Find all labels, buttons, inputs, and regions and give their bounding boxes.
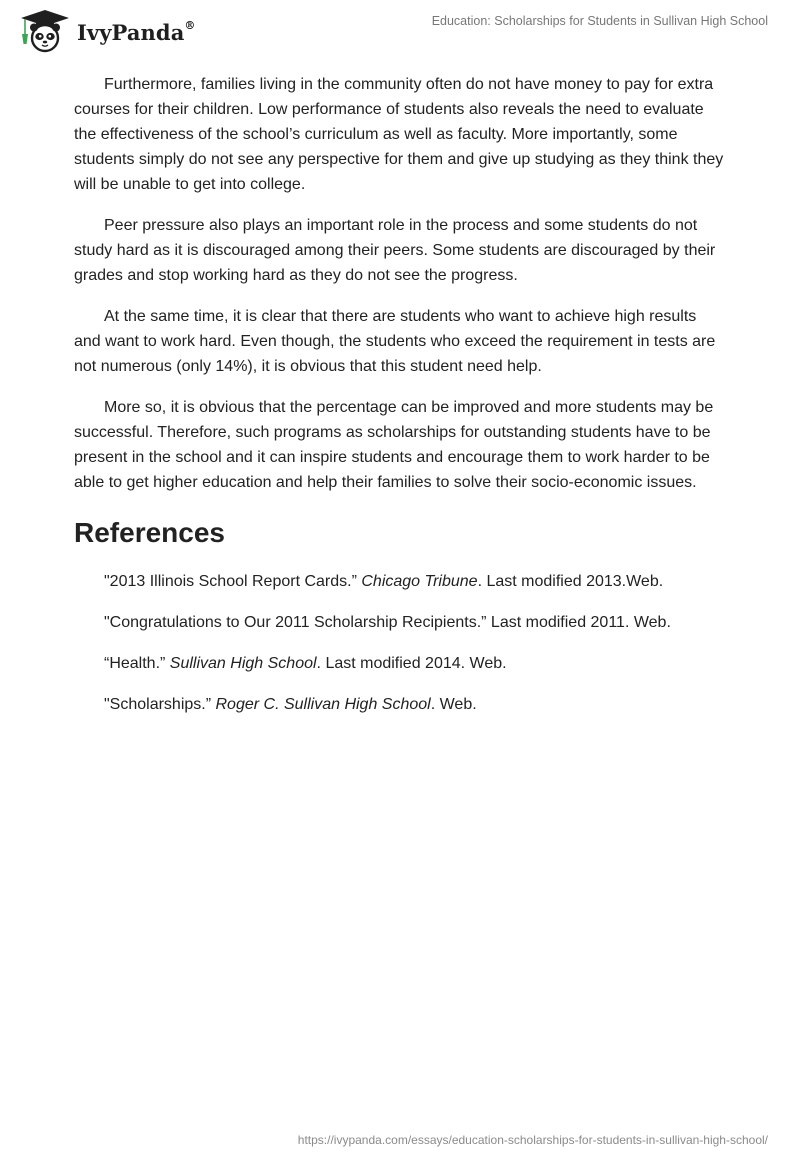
logo-wordmark: IvyPanda® <box>77 18 196 45</box>
ivypanda-logo[interactable] <box>14 8 196 54</box>
page-header <box>0 0 800 60</box>
reference-item: "2013 Illinois School Report Cards.” Chicago Tribune. Last modified 2013.Web. <box>104 573 664 590</box>
panda-graduate-icon <box>14 8 76 54</box>
references-heading: References <box>74 517 225 548</box>
paragraph: More so, it is obvious that the percentage can be improved and more students may be successful. Therefore, such programs as scholarships for outstanding students have to be present in the school and it can inspire students and encourage them to work harder to be able to get higher education and help their families to solve their socio-economic issues. <box>74 399 714 491</box>
document-title: Education: Scholarships for Students in Sullivan High School <box>431 14 768 28</box>
reference-item: "Scholarships.” Roger C. Sullivan High School. Web. <box>104 696 477 713</box>
paragraph: Furthermore, families living in the community often do not have money to pay for extra courses for their children. Low performance of students also reveals the need to evaluate the effectiveness of the school’s curriculum as well as faculty. More importantly, some students simply do not see any perspective for them and give up studying as they think they will be unable to get into college. <box>74 76 724 193</box>
paragraph: Peer pressure also plays an important role in the process and some students do not study hard as it is discouraged among their peers. Some students are discouraged by their grades and stop working hard as they do not see the progress. <box>74 217 716 284</box>
paragraph: At the same time, it is clear that there are students who want to achieve high results and want to work hard. Even though, the students who exceed the requirement in tests are not numerous (only 14%), it is obvious that this student need help. <box>74 308 716 375</box>
essay-body <box>74 72 726 733</box>
source-url[interactable]: https://ivypanda.com/essays/education-scholarships-for-students-in-sullivan-high-school/ <box>297 1133 768 1147</box>
reference-item: “Health.” Sullivan High School. Last modified 2014. Web. <box>104 655 507 672</box>
reference-item: "Congratulations to Our 2011 Scholarship Recipients.” Last modified 2011. Web. <box>104 614 671 631</box>
